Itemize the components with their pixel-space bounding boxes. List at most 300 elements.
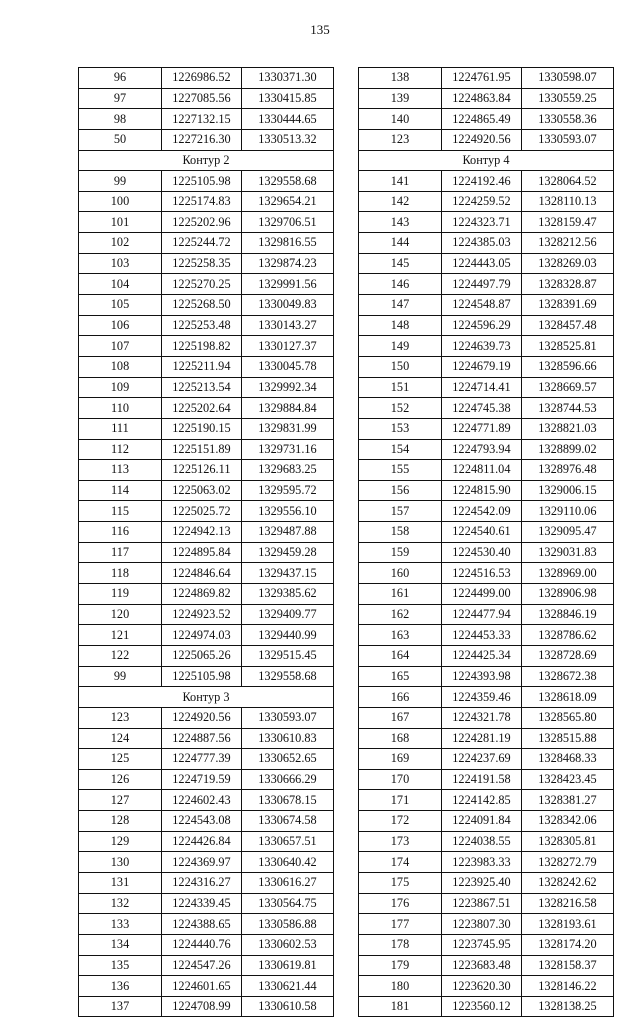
point-number-cell: 160 (359, 563, 442, 584)
table-row (359, 336, 614, 357)
point-number-cell: 129 (79, 831, 162, 852)
x-coordinate-cell: 1224887.56 (162, 728, 242, 749)
point-number-cell: 105 (79, 295, 162, 316)
table-row (359, 811, 614, 832)
table-row (79, 88, 334, 109)
table-row (79, 253, 334, 274)
point-number-cell: 135 (79, 955, 162, 976)
table-row (79, 584, 334, 605)
y-coordinate-cell: 1330619.81 (242, 955, 334, 976)
y-coordinate-cell: 1330640.42 (242, 852, 334, 873)
y-coordinate-cell: 1329992.34 (242, 377, 334, 398)
x-coordinate-cell: 1224237.69 (442, 749, 522, 770)
table-row (79, 666, 334, 687)
x-coordinate-cell: 1223807.30 (442, 914, 522, 935)
x-coordinate-cell: 1224543.08 (162, 811, 242, 832)
x-coordinate-cell: 1225151.89 (162, 439, 242, 460)
y-coordinate-cell: 1330678.15 (242, 790, 334, 811)
y-coordinate-cell: 1328468.33 (522, 749, 614, 770)
point-number-cell: 154 (359, 439, 442, 460)
x-coordinate-cell: 1224846.64 (162, 563, 242, 584)
x-coordinate-cell: 1224920.56 (162, 707, 242, 728)
table-row (359, 418, 614, 439)
y-coordinate-cell: 1330127.37 (242, 336, 334, 357)
x-coordinate-cell: 1225211.94 (162, 356, 242, 377)
x-coordinate-cell: 1224596.29 (442, 315, 522, 336)
x-coordinate-cell: 1224815.90 (442, 480, 522, 501)
y-coordinate-cell: 1328381.27 (522, 790, 614, 811)
table-row (79, 274, 334, 295)
y-coordinate-cell: 1329595.72 (242, 480, 334, 501)
point-number-cell: 152 (359, 398, 442, 419)
point-number-cell: 166 (359, 687, 442, 708)
point-number-cell: 164 (359, 645, 442, 666)
y-coordinate-cell: 1328138.25 (522, 996, 614, 1017)
point-number-cell: 99 (79, 171, 162, 192)
point-number-cell: 128 (79, 811, 162, 832)
point-number-cell: 50 (79, 129, 162, 150)
contour-header-row (79, 150, 334, 171)
table-row (359, 233, 614, 254)
table-row (79, 769, 334, 790)
table-row (359, 769, 614, 790)
x-coordinate-cell: 1224942.13 (162, 522, 242, 543)
point-number-cell: 156 (359, 480, 442, 501)
table-row (359, 109, 614, 130)
y-coordinate-cell: 1328976.48 (522, 460, 614, 481)
x-coordinate-cell: 1223867.51 (442, 893, 522, 914)
point-number-cell: 104 (79, 274, 162, 295)
point-number-cell: 162 (359, 604, 442, 625)
table-row (359, 191, 614, 212)
point-number-cell: 172 (359, 811, 442, 832)
y-coordinate-cell: 1328618.09 (522, 687, 614, 708)
table-row (79, 707, 334, 728)
x-coordinate-cell: 1225253.48 (162, 315, 242, 336)
point-number-cell: 126 (79, 769, 162, 790)
point-number-cell: 157 (359, 501, 442, 522)
y-coordinate-cell: 1330593.07 (522, 129, 614, 150)
y-coordinate-cell: 1329459.28 (242, 542, 334, 563)
point-number-cell: 98 (79, 109, 162, 130)
y-coordinate-cell: 1330558.36 (522, 109, 614, 130)
table-row (359, 460, 614, 481)
point-number-cell: 177 (359, 914, 442, 935)
y-coordinate-cell: 1329385.62 (242, 584, 334, 605)
table-row (79, 996, 334, 1017)
y-coordinate-cell: 1329831.99 (242, 418, 334, 439)
table-row (79, 501, 334, 522)
table-row (359, 68, 614, 89)
y-coordinate-cell: 1330621.44 (242, 976, 334, 997)
table-row (359, 914, 614, 935)
point-number-cell: 103 (79, 253, 162, 274)
x-coordinate-cell: 1224895.84 (162, 542, 242, 563)
x-coordinate-cell: 1225202.96 (162, 212, 242, 233)
point-number-cell: 174 (359, 852, 442, 873)
y-coordinate-cell: 1329706.51 (242, 212, 334, 233)
x-coordinate-cell: 1224542.09 (442, 501, 522, 522)
point-number-cell: 144 (359, 233, 442, 254)
x-coordinate-cell: 1224388.65 (162, 914, 242, 935)
x-coordinate-cell: 1224091.84 (442, 811, 522, 832)
point-number-cell: 124 (79, 728, 162, 749)
x-coordinate-cell: 1225174.83 (162, 191, 242, 212)
y-coordinate-cell: 1328565.80 (522, 707, 614, 728)
table-row (79, 439, 334, 460)
y-coordinate-cell: 1328423.45 (522, 769, 614, 790)
table-row (359, 790, 614, 811)
y-coordinate-cell: 1328969.00 (522, 563, 614, 584)
x-coordinate-cell: 1223925.40 (442, 872, 522, 893)
table-row (79, 893, 334, 914)
table-row (79, 68, 334, 89)
x-coordinate-cell: 1224679.19 (442, 356, 522, 377)
y-coordinate-cell: 1330586.88 (242, 914, 334, 935)
x-coordinate-cell: 1224771.89 (442, 418, 522, 439)
table-row (359, 934, 614, 955)
x-coordinate-cell: 1224142.85 (442, 790, 522, 811)
y-coordinate-cell: 1328158.37 (522, 955, 614, 976)
table-row (359, 377, 614, 398)
table-row (79, 418, 334, 439)
y-coordinate-cell: 1330602.53 (242, 934, 334, 955)
table-row (359, 522, 614, 543)
x-coordinate-cell: 1224863.84 (442, 88, 522, 109)
point-number-cell: 161 (359, 584, 442, 605)
x-coordinate-cell: 1224426.84 (162, 831, 242, 852)
table-row (359, 129, 614, 150)
x-coordinate-cell: 1226986.52 (162, 68, 242, 89)
x-coordinate-cell: 1224453.33 (442, 625, 522, 646)
x-coordinate-cell: 1225190.15 (162, 418, 242, 439)
point-number-cell: 137 (79, 996, 162, 1017)
point-number-cell: 131 (79, 872, 162, 893)
contour-header-row (79, 687, 334, 708)
y-coordinate-cell: 1330657.51 (242, 831, 334, 852)
y-coordinate-cell: 1330564.75 (242, 893, 334, 914)
y-coordinate-cell: 1329816.55 (242, 233, 334, 254)
table-row (359, 356, 614, 377)
table-row (79, 212, 334, 233)
point-number-cell: 170 (359, 769, 442, 790)
point-number-cell: 139 (359, 88, 442, 109)
y-coordinate-cell: 1328159.47 (522, 212, 614, 233)
table-row (359, 625, 614, 646)
y-coordinate-cell: 1328110.13 (522, 191, 614, 212)
point-number-cell: 159 (359, 542, 442, 563)
y-coordinate-cell: 1328899.02 (522, 439, 614, 460)
table-row (79, 336, 334, 357)
table-row (359, 398, 614, 419)
x-coordinate-cell: 1225244.72 (162, 233, 242, 254)
point-number-cell: 133 (79, 914, 162, 935)
point-number-cell: 127 (79, 790, 162, 811)
x-coordinate-cell: 1224443.05 (442, 253, 522, 274)
point-number-cell: 181 (359, 996, 442, 1017)
table-row (79, 191, 334, 212)
point-number-cell: 180 (359, 976, 442, 997)
y-coordinate-cell: 1328846.19 (522, 604, 614, 625)
table-row (359, 439, 614, 460)
point-number-cell: 149 (359, 336, 442, 357)
table-row (359, 687, 614, 708)
point-number-cell: 147 (359, 295, 442, 316)
x-coordinate-cell: 1224869.82 (162, 584, 242, 605)
table-row (359, 501, 614, 522)
x-coordinate-cell: 1224548.87 (442, 295, 522, 316)
y-coordinate-cell: 1328064.52 (522, 171, 614, 192)
point-number-cell: 138 (359, 68, 442, 89)
point-number-cell: 119 (79, 584, 162, 605)
point-number-cell: 97 (79, 88, 162, 109)
table-row (79, 604, 334, 625)
y-coordinate-cell: 1330610.58 (242, 996, 334, 1017)
contour-header: Контур 2 (79, 150, 334, 171)
y-coordinate-cell: 1329731.16 (242, 439, 334, 460)
point-number-cell: 146 (359, 274, 442, 295)
table-row (79, 109, 334, 130)
x-coordinate-cell: 1224639.73 (442, 336, 522, 357)
x-coordinate-cell: 1224540.61 (442, 522, 522, 543)
point-number-cell: 125 (79, 749, 162, 770)
point-number-cell: 106 (79, 315, 162, 336)
y-coordinate-cell: 1328212.56 (522, 233, 614, 254)
table-row (359, 707, 614, 728)
x-coordinate-cell: 1225258.35 (162, 253, 242, 274)
x-coordinate-cell: 1227216.30 (162, 129, 242, 150)
x-coordinate-cell: 1224920.56 (442, 129, 522, 150)
x-coordinate-cell: 1224359.46 (442, 687, 522, 708)
table-row (359, 645, 614, 666)
x-coordinate-cell: 1224714.41 (442, 377, 522, 398)
point-number-cell: 130 (79, 852, 162, 873)
coordinates-table-right (358, 67, 614, 1017)
point-number-cell: 117 (79, 542, 162, 563)
y-coordinate-cell: 1328515.88 (522, 728, 614, 749)
table-row (79, 811, 334, 832)
point-number-cell: 141 (359, 171, 442, 192)
table-row (79, 522, 334, 543)
point-number-cell: 120 (79, 604, 162, 625)
table-row (359, 749, 614, 770)
x-coordinate-cell: 1224259.52 (442, 191, 522, 212)
point-number-cell: 140 (359, 109, 442, 130)
table-row (79, 852, 334, 873)
y-coordinate-cell: 1328786.62 (522, 625, 614, 646)
point-number-cell: 99 (79, 666, 162, 687)
y-coordinate-cell: 1330143.27 (242, 315, 334, 336)
x-coordinate-cell: 1224191.58 (442, 769, 522, 790)
y-coordinate-cell: 1329031.83 (522, 542, 614, 563)
x-coordinate-cell: 1223560.12 (442, 996, 522, 1017)
x-coordinate-cell: 1224393.98 (442, 666, 522, 687)
table-row (359, 253, 614, 274)
table-row (359, 604, 614, 625)
point-number-cell: 150 (359, 356, 442, 377)
table-row (79, 398, 334, 419)
y-coordinate-cell: 1328193.61 (522, 914, 614, 935)
y-coordinate-cell: 1328272.79 (522, 852, 614, 873)
y-coordinate-cell: 1328328.87 (522, 274, 614, 295)
y-coordinate-cell: 1329654.21 (242, 191, 334, 212)
x-coordinate-cell: 1225213.54 (162, 377, 242, 398)
table-row (359, 274, 614, 295)
y-coordinate-cell: 1328242.62 (522, 872, 614, 893)
x-coordinate-cell: 1224547.26 (162, 955, 242, 976)
y-coordinate-cell: 1330415.85 (242, 88, 334, 109)
y-coordinate-cell: 1330513.32 (242, 129, 334, 150)
table-row (359, 480, 614, 501)
y-coordinate-cell: 1329683.25 (242, 460, 334, 481)
table-row (359, 996, 614, 1017)
point-number-cell: 136 (79, 976, 162, 997)
y-coordinate-cell: 1329515.45 (242, 645, 334, 666)
x-coordinate-cell: 1225063.02 (162, 480, 242, 501)
y-coordinate-cell: 1329006.15 (522, 480, 614, 501)
x-coordinate-cell: 1225202.64 (162, 398, 242, 419)
table-row (79, 831, 334, 852)
x-coordinate-cell: 1224719.59 (162, 769, 242, 790)
point-number-cell: 151 (359, 377, 442, 398)
point-number-cell: 112 (79, 439, 162, 460)
x-coordinate-cell: 1224281.19 (442, 728, 522, 749)
point-number-cell: 179 (359, 955, 442, 976)
x-coordinate-cell: 1225105.98 (162, 171, 242, 192)
table-row (359, 872, 614, 893)
x-coordinate-cell: 1225270.25 (162, 274, 242, 295)
table-row (79, 129, 334, 150)
table-row (359, 212, 614, 233)
point-number-cell: 111 (79, 418, 162, 439)
point-number-cell: 118 (79, 563, 162, 584)
point-number-cell: 173 (359, 831, 442, 852)
table-row (79, 976, 334, 997)
x-coordinate-cell: 1224923.52 (162, 604, 242, 625)
x-coordinate-cell: 1225025.72 (162, 501, 242, 522)
table-row (79, 872, 334, 893)
point-number-cell: 132 (79, 893, 162, 914)
point-number-cell: 107 (79, 336, 162, 357)
y-coordinate-cell: 1330666.29 (242, 769, 334, 790)
table-row (359, 315, 614, 336)
x-coordinate-cell: 1227132.15 (162, 109, 242, 130)
table-row (359, 955, 614, 976)
point-number-cell: 114 (79, 480, 162, 501)
point-number-cell: 143 (359, 212, 442, 233)
table-row (359, 852, 614, 873)
y-coordinate-cell: 1328269.03 (522, 253, 614, 274)
table-row (359, 831, 614, 852)
x-coordinate-cell: 1225126.11 (162, 460, 242, 481)
point-number-cell: 176 (359, 893, 442, 914)
y-coordinate-cell: 1329874.23 (242, 253, 334, 274)
y-coordinate-cell: 1330616.27 (242, 872, 334, 893)
y-coordinate-cell: 1330045.78 (242, 356, 334, 377)
table-row (79, 460, 334, 481)
x-coordinate-cell: 1224316.27 (162, 872, 242, 893)
x-coordinate-cell: 1224602.43 (162, 790, 242, 811)
x-coordinate-cell: 1224369.97 (162, 852, 242, 873)
y-coordinate-cell: 1329556.10 (242, 501, 334, 522)
x-coordinate-cell: 1223683.48 (442, 955, 522, 976)
y-coordinate-cell: 1328744.53 (522, 398, 614, 419)
table-row (359, 666, 614, 687)
x-coordinate-cell: 1224385.03 (442, 233, 522, 254)
point-number-cell: 134 (79, 934, 162, 955)
x-coordinate-cell: 1224516.53 (442, 563, 522, 584)
x-coordinate-cell: 1224192.46 (442, 171, 522, 192)
table-row (79, 233, 334, 254)
y-coordinate-cell: 1329487.88 (242, 522, 334, 543)
x-coordinate-cell: 1224339.45 (162, 893, 242, 914)
table-row (79, 955, 334, 976)
table-row (359, 976, 614, 997)
contour-header-row (359, 150, 614, 171)
point-number-cell: 116 (79, 522, 162, 543)
table-row (79, 480, 334, 501)
y-coordinate-cell: 1328342.06 (522, 811, 614, 832)
point-number-cell: 96 (79, 68, 162, 89)
x-coordinate-cell: 1224708.99 (162, 996, 242, 1017)
y-coordinate-cell: 1330598.07 (522, 68, 614, 89)
x-coordinate-cell: 1224974.03 (162, 625, 242, 646)
x-coordinate-cell: 1223983.33 (442, 852, 522, 873)
point-number-cell: 109 (79, 377, 162, 398)
y-coordinate-cell: 1330444.65 (242, 109, 334, 130)
table-row (79, 625, 334, 646)
point-number-cell: 165 (359, 666, 442, 687)
table-row (79, 315, 334, 336)
point-number-cell: 178 (359, 934, 442, 955)
point-number-cell: 163 (359, 625, 442, 646)
y-coordinate-cell: 1328457.48 (522, 315, 614, 336)
y-coordinate-cell: 1328525.81 (522, 336, 614, 357)
table-row (79, 728, 334, 749)
point-number-cell: 145 (359, 253, 442, 274)
y-coordinate-cell: 1328391.69 (522, 295, 614, 316)
point-number-cell: 100 (79, 191, 162, 212)
table-row (359, 542, 614, 563)
table-row (79, 645, 334, 666)
y-coordinate-cell: 1329440.99 (242, 625, 334, 646)
table-row (79, 295, 334, 316)
x-coordinate-cell: 1224477.94 (442, 604, 522, 625)
point-number-cell: 101 (79, 212, 162, 233)
y-coordinate-cell: 1329409.77 (242, 604, 334, 625)
x-coordinate-cell: 1224321.78 (442, 707, 522, 728)
y-coordinate-cell: 1328669.57 (522, 377, 614, 398)
table-row (359, 171, 614, 192)
x-coordinate-cell: 1224777.39 (162, 749, 242, 770)
table-row (359, 88, 614, 109)
y-coordinate-cell: 1328216.58 (522, 893, 614, 914)
x-coordinate-cell: 1224530.40 (442, 542, 522, 563)
x-coordinate-cell: 1224038.55 (442, 831, 522, 852)
y-coordinate-cell: 1328672.38 (522, 666, 614, 687)
y-coordinate-cell: 1330610.83 (242, 728, 334, 749)
x-coordinate-cell: 1225198.82 (162, 336, 242, 357)
y-coordinate-cell: 1328146.22 (522, 976, 614, 997)
x-coordinate-cell: 1227085.56 (162, 88, 242, 109)
y-coordinate-cell: 1328596.66 (522, 356, 614, 377)
x-coordinate-cell: 1225105.98 (162, 666, 242, 687)
y-coordinate-cell: 1329884.84 (242, 398, 334, 419)
y-coordinate-cell: 1329110.06 (522, 501, 614, 522)
y-coordinate-cell: 1328728.69 (522, 645, 614, 666)
x-coordinate-cell: 1224440.76 (162, 934, 242, 955)
table-row (359, 728, 614, 749)
